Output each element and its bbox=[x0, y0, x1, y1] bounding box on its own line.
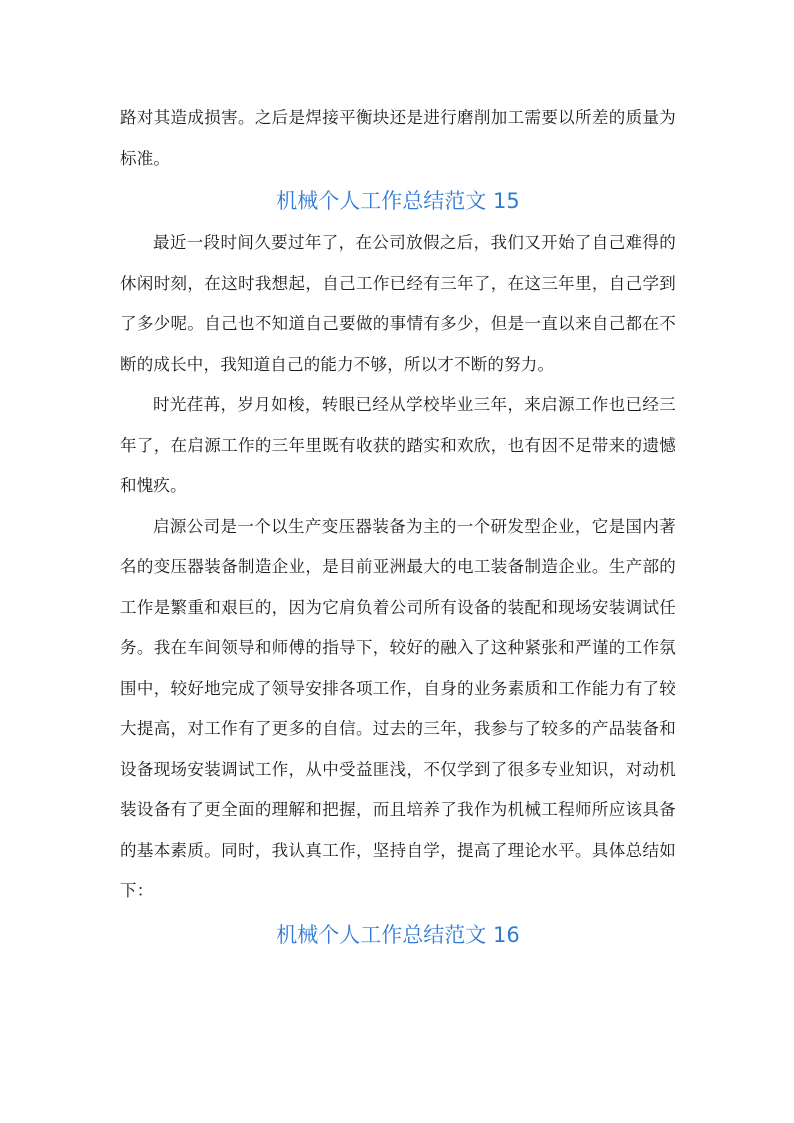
section-15-paragraph-3: 启源公司是一个以生产变压器装备为主的一个研发型企业，它是国内著名的变压器装备制造企业，是目前亚洲最大的电工装备制造企业。生产部的工作是繁重和艰巨的，因为它肩负着公司所有设备的装配和现场安装调试任务。我在车间领导和师傅的指导下，较好的融入了这种紧张和严谨的工作氛围中，较好地完成了领导安排各项工作，自身的业务素质和工作能力有了较大提高，对工作有了更多的自信。过去的三年，我参与了较多的产品装备和设备现场安装调试工作，从中受益匪浅，不仅学到了很多专业知识，对动机装设备有了更全面的理解和把握，而且培养了我作为机械工程师所应该具备的基本素质。同时，我认真工作，坚持自学，提高了理论水平。具体总结如下： bbox=[120, 516, 676, 900]
section-16-title: 机械个人工作总结范文 16 bbox=[276, 922, 520, 947]
section-15-paragraph-2: 时光荏苒，岁月如梭，转眼已经从学校毕业三年，来启源工作也已经三年了，在启源工作的三年里既有收获的踏实和欢欣，也有因不足带来的遗憾和愧疚。 bbox=[120, 395, 676, 495]
section-15-title: 机械个人工作总结范文 15 bbox=[276, 189, 520, 213]
section-15-paragraph-1: 最近一段时间久要过年了，在公司放假之后，我们又开始了自己难得的休闲时刻，在这时我想起，自己工作已经有三年了，在这三年里，自己学到了多少呢。自己也不知道自己要做的事情有多少，但是一直以来自己都在不断的成长中，我知道自己的能力不够，所以才不断的努力。 bbox=[120, 233, 676, 374]
document-page bbox=[120, 98, 676, 957]
intro-continuation-paragraph: 路对其造成损害。之后是焊接平衡块还是进行磨削加工需要以所差的质量为标准。 bbox=[120, 108, 676, 168]
